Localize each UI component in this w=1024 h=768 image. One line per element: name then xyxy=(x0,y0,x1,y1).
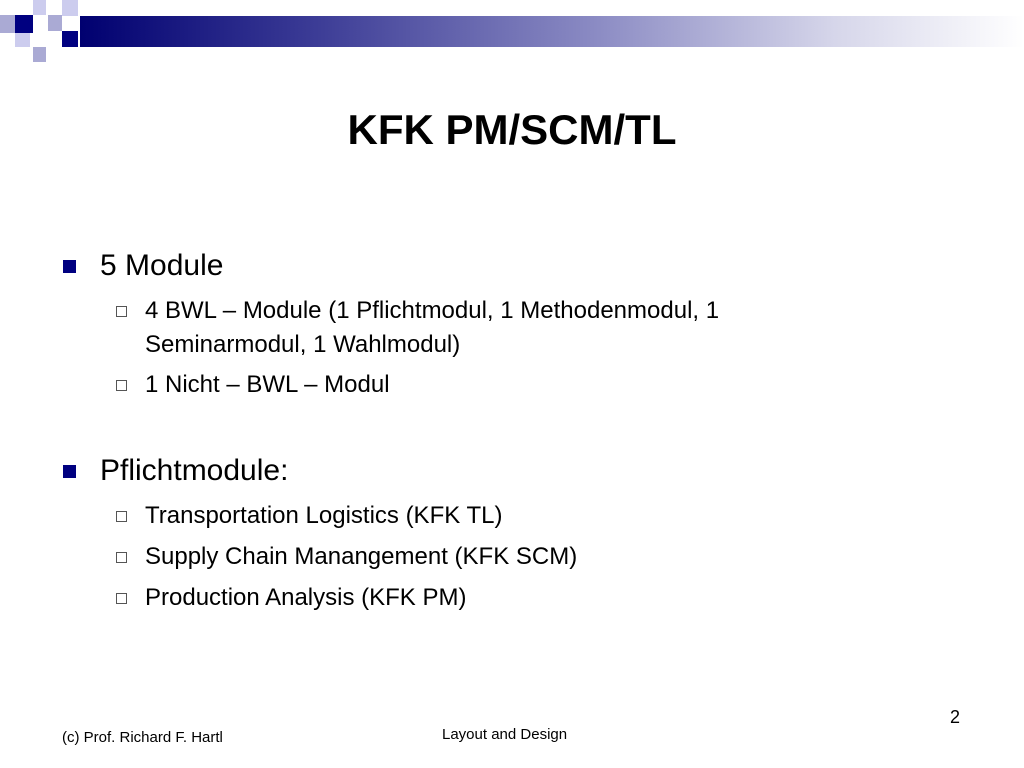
deco-square xyxy=(62,31,78,47)
deco-square xyxy=(62,0,78,16)
header-gradient-band xyxy=(80,16,1024,47)
sub-bullet-text: Supply Chain Manangement (KFK SCM) xyxy=(145,543,578,570)
sub-bullet-item xyxy=(145,368,845,402)
sub-bullet-item xyxy=(145,581,845,615)
sub-bullet-text: Production Analysis (KFK PM) xyxy=(145,584,467,611)
hollow-square-bullet-icon xyxy=(116,380,127,391)
bullet-text: Pflichtmodule: xyxy=(100,454,289,487)
deco-square xyxy=(0,15,15,33)
hollow-square-bullet-icon xyxy=(116,593,127,604)
deco-square xyxy=(33,47,46,62)
bullet-item xyxy=(100,248,223,284)
sub-bullet-text: 4 BWL – Module (1 Pflichtmodul, 1 Methodenmodul, 1 Seminarmodul, 1 Wahlmodul) xyxy=(145,297,720,358)
deco-square xyxy=(15,15,33,33)
footer-copyright: (c) Prof. Richard F. Hartl xyxy=(62,729,223,746)
deco-square xyxy=(15,33,30,47)
slide-title: KFK PM/SCM/TL xyxy=(347,106,677,153)
deco-square xyxy=(48,15,62,31)
page-number: 2 xyxy=(950,707,961,727)
hollow-square-bullet-icon xyxy=(116,552,127,563)
sub-bullet-item xyxy=(145,499,845,533)
sub-bullet-text: 1 Nicht – BWL – Modul xyxy=(145,371,390,398)
sub-bullet-item xyxy=(145,540,845,574)
bullet-item xyxy=(100,453,288,489)
sub-bullet-text: Transportation Logistics (KFK TL) xyxy=(145,502,503,529)
footer-title: Layout and Design xyxy=(442,726,568,743)
deco-square xyxy=(33,0,46,15)
sub-bullet-item xyxy=(145,294,845,362)
bullet-text: 5 Module xyxy=(100,249,224,282)
square-bullet-icon xyxy=(63,465,76,478)
square-bullet-icon xyxy=(63,260,76,273)
hollow-square-bullet-icon xyxy=(116,306,127,317)
hollow-square-bullet-icon xyxy=(116,511,127,522)
